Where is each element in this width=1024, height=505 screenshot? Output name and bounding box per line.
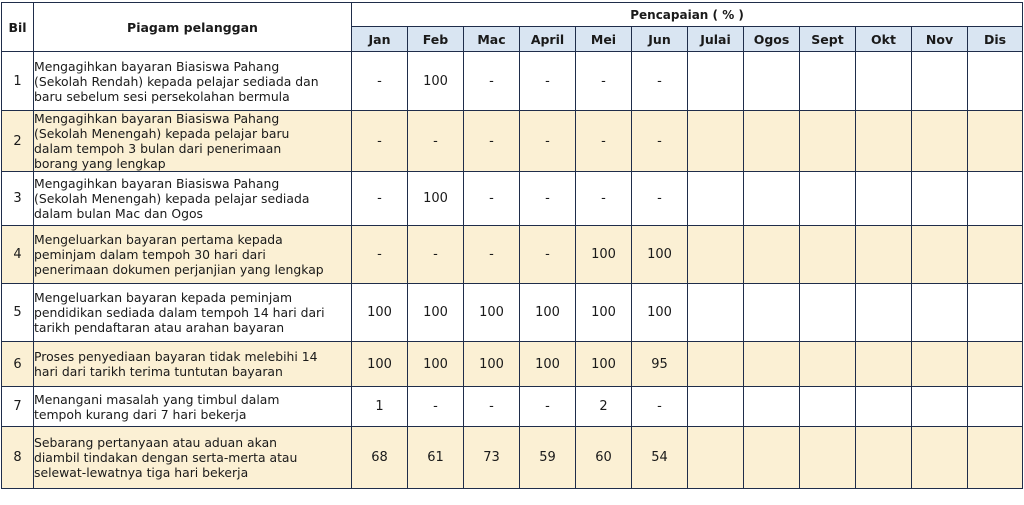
charter-description-line: baru sebelum sesi persekolahan bermula — [34, 88, 290, 104]
table-row — [2, 387, 1023, 427]
value-cell-nov — [912, 387, 968, 427]
value-cell-ogos — [744, 111, 800, 172]
value-cell-ogos — [744, 172, 800, 226]
value-cell-mac: - — [464, 111, 520, 172]
customer-charter-table — [1, 2, 1023, 489]
value-cell-nov — [912, 342, 968, 387]
row-number: 4 — [2, 226, 34, 284]
charter-description-line: tempoh kurang dari 7 hari bekerja — [34, 406, 247, 422]
value-cell-julai — [688, 342, 744, 387]
value-cell-jun: 100 — [632, 226, 688, 284]
value-cell-feb: 100 — [408, 52, 464, 111]
charter-description-line: penerimaan dokumen perjanjian yang lengkap — [34, 262, 324, 277]
value-cell-mei: 100 — [576, 226, 632, 284]
value-cell-jun: 95 — [632, 342, 688, 387]
value-cell-jan: 68 — [352, 427, 408, 489]
value-cell-nov — [912, 284, 968, 342]
table-row — [2, 226, 1023, 284]
pencapaian-header: Pencapaian ( % ) — [352, 3, 1023, 27]
value-cell-jun: - — [632, 52, 688, 111]
row-number: 1 — [2, 52, 34, 111]
value-cell-jan: 100 — [352, 342, 408, 387]
charter-description — [34, 111, 352, 172]
month-header-ogos: Ogos — [744, 27, 800, 52]
value-cell-jan: - — [352, 226, 408, 284]
value-cell-nov — [912, 52, 968, 111]
value-cell-april: 100 — [520, 342, 576, 387]
month-header-nov: Nov — [912, 27, 968, 52]
value-cell-mac: - — [464, 226, 520, 284]
value-cell-feb: 61 — [408, 427, 464, 489]
value-cell-april: 59 — [520, 427, 576, 489]
value-cell-mei: - — [576, 172, 632, 226]
value-cell-ogos — [744, 342, 800, 387]
value-cell-dis — [968, 387, 1023, 427]
row-number: 3 — [2, 172, 34, 226]
value-cell-sept — [800, 111, 856, 172]
value-cell-dis — [968, 111, 1023, 172]
month-header-mei: Mei — [576, 27, 632, 52]
value-cell-ogos — [744, 226, 800, 284]
row-number: 5 — [2, 284, 34, 342]
value-cell-jan: - — [352, 52, 408, 111]
bil-header: Bil — [2, 3, 34, 52]
table-row — [2, 427, 1023, 489]
value-cell-ogos — [744, 284, 800, 342]
charter-description-line: (Sekolah Menengah) kepada pelajar baru — [34, 126, 290, 141]
value-cell-okt — [856, 111, 912, 172]
value-cell-mac: - — [464, 172, 520, 226]
value-cell-julai — [688, 111, 744, 172]
value-cell-dis — [968, 172, 1023, 226]
value-cell-jun: - — [632, 111, 688, 172]
value-cell-mei: 100 — [576, 284, 632, 342]
charter-description-line: selewat-lewatnya tiga hari bekerja — [34, 465, 249, 480]
value-cell-mei: 100 — [576, 342, 632, 387]
charter-description-line: Mengeluarkan bayaran pertama kepada — [34, 232, 283, 247]
value-cell-nov — [912, 111, 968, 172]
value-cell-mac: - — [464, 52, 520, 111]
value-cell-jan: 100 — [352, 284, 408, 342]
value-cell-sept — [800, 342, 856, 387]
charter-description-line: dalam bulan Mac dan Ogos — [34, 206, 203, 221]
value-cell-okt — [856, 172, 912, 226]
value-cell-julai — [688, 427, 744, 489]
value-cell-april: - — [520, 226, 576, 284]
charter-description-line: borang yang lengkap — [34, 156, 166, 171]
charter-description-line: peminjam dalam tempoh 30 hari dari — [34, 247, 266, 262]
value-cell-nov — [912, 427, 968, 489]
charter-description-line: Mengagihkan bayaran Biasiswa Pahang — [34, 111, 280, 126]
charter-description — [34, 52, 352, 111]
value-cell-sept — [800, 172, 856, 226]
table-row — [2, 172, 1023, 226]
value-cell-dis — [968, 284, 1023, 342]
value-cell-mac: - — [464, 387, 520, 427]
charter-description-line: Sebarang pertanyaan atau aduan akan — [34, 435, 278, 450]
value-cell-ogos — [744, 427, 800, 489]
table-body — [2, 52, 1023, 489]
value-cell-dis — [968, 52, 1023, 111]
value-cell-julai — [688, 172, 744, 226]
month-header-april: April — [520, 27, 576, 52]
charter-description-line: hari dari tarikh terima tuntutan bayaran — [34, 364, 283, 379]
value-cell-jan: 1 — [352, 387, 408, 427]
charter-description-line: Proses penyediaan bayaran tidak melebihi 14 — [34, 349, 318, 364]
value-cell-julai — [688, 387, 744, 427]
charter-description-line: (Sekolah Menengah) kepada pelajar sediada — [34, 191, 310, 206]
table-row — [2, 111, 1023, 172]
value-cell-jun: 54 — [632, 427, 688, 489]
value-cell-dis — [968, 427, 1023, 489]
value-cell-feb: - — [408, 111, 464, 172]
value-cell-jun: - — [632, 172, 688, 226]
value-cell-dis — [968, 342, 1023, 387]
charter-description — [34, 427, 352, 489]
value-cell-mac: 100 — [464, 342, 520, 387]
value-cell-jan: - — [352, 172, 408, 226]
month-header-dis: Dis — [968, 27, 1023, 52]
value-cell-mei: 60 — [576, 427, 632, 489]
value-cell-julai — [688, 52, 744, 111]
value-cell-mei: 2 — [576, 387, 632, 427]
value-cell-mei: - — [576, 52, 632, 111]
row-number: 7 — [2, 387, 34, 427]
value-cell-okt — [856, 226, 912, 284]
value-cell-feb: 100 — [408, 284, 464, 342]
charter-description-line: diambil tindakan dengan serta-merta atau — [34, 450, 298, 465]
charter-description-line: Menangani masalah yang timbul dalam — [34, 391, 280, 407]
charter-description-line: tarikh pendaftaran atau arahan bayaran — [34, 320, 285, 335]
row-number: 8 — [2, 427, 34, 489]
month-header-julai: Julai — [688, 27, 744, 52]
month-header-jun: Jun — [632, 27, 688, 52]
value-cell-ogos — [744, 52, 800, 111]
value-cell-feb: - — [408, 387, 464, 427]
value-cell-okt — [856, 52, 912, 111]
table-row — [2, 342, 1023, 387]
value-cell-jun: 100 — [632, 284, 688, 342]
value-cell-jun: - — [632, 387, 688, 427]
value-cell-okt — [856, 284, 912, 342]
value-cell-mac: 100 — [464, 284, 520, 342]
value-cell-sept — [800, 427, 856, 489]
value-cell-april: - — [520, 111, 576, 172]
charter-description — [34, 226, 352, 284]
value-cell-april: - — [520, 387, 576, 427]
value-cell-feb: - — [408, 226, 464, 284]
value-cell-nov — [912, 172, 968, 226]
value-cell-julai — [688, 226, 744, 284]
charter-description — [34, 387, 352, 427]
value-cell-sept — [800, 52, 856, 111]
value-cell-julai — [688, 284, 744, 342]
value-cell-dis — [968, 226, 1023, 284]
charter-description-line: pendidikan sediada dalam tempoh 14 hari dari — [34, 305, 325, 320]
month-header-jan: Jan — [352, 27, 408, 52]
charter-description-line: Mengagihkan bayaran Biasiswa Pahang — [34, 176, 280, 191]
value-cell-okt — [856, 427, 912, 489]
value-cell-mei: - — [576, 111, 632, 172]
value-cell-april: 100 — [520, 284, 576, 342]
month-header-mac: Mac — [464, 27, 520, 52]
value-cell-april: - — [520, 52, 576, 111]
charter-description-line: dalam tempoh 3 bulan dari penerimaan — [34, 141, 282, 156]
row-number: 6 — [2, 342, 34, 387]
piagam-header: Piagam pelanggan — [34, 3, 352, 52]
table-row — [2, 284, 1023, 342]
value-cell-feb: 100 — [408, 172, 464, 226]
value-cell-jan: - — [352, 111, 408, 172]
charter-description-line: Mengagihkan bayaran Biasiswa Pahang — [34, 58, 280, 74]
charter-description-line: (Sekolah Rendah) kepada pelajar sediada dan — [34, 73, 319, 89]
month-header-feb: Feb — [408, 27, 464, 52]
month-header-okt: Okt — [856, 27, 912, 52]
value-cell-okt — [856, 387, 912, 427]
value-cell-feb: 100 — [408, 342, 464, 387]
value-cell-sept — [800, 226, 856, 284]
charter-description — [34, 284, 352, 342]
charter-description — [34, 172, 352, 226]
month-header-sept: Sept — [800, 27, 856, 52]
value-cell-april: - — [520, 172, 576, 226]
row-number: 2 — [2, 111, 34, 172]
value-cell-nov — [912, 226, 968, 284]
value-cell-sept — [800, 387, 856, 427]
value-cell-sept — [800, 284, 856, 342]
charter-description — [34, 342, 352, 387]
value-cell-mac: 73 — [464, 427, 520, 489]
charter-description-line: Mengeluarkan bayaran kepada peminjam — [34, 290, 293, 305]
table-row — [2, 52, 1023, 111]
value-cell-okt — [856, 342, 912, 387]
value-cell-ogos — [744, 387, 800, 427]
